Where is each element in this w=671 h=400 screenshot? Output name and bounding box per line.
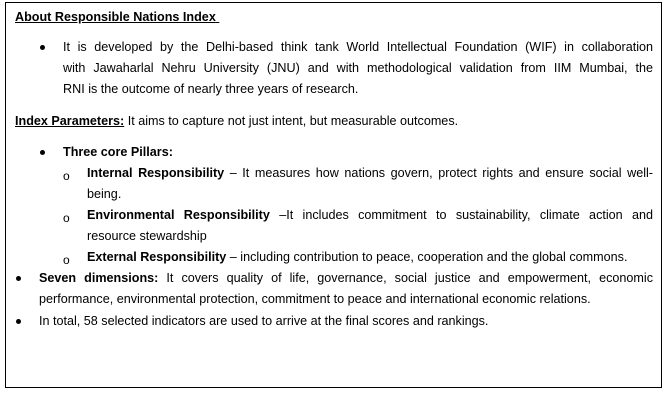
- dimensions-line-2: performance, environmental protection, commitment to peace and international economic relations.: [39, 292, 591, 306]
- section-heading: About Responsible Nations Index: [15, 10, 216, 24]
- dimensions-line-1: Seven dimensions: It covers quality of life, governance, social justice and empowerment, economic: [39, 271, 653, 285]
- bullet-icon: [40, 150, 45, 155]
- pillars-title: Three core Pillars:: [63, 145, 173, 159]
- total-indicators: In total, 58 selected indicators are used to arrive at the final scores and rankings.: [39, 314, 489, 328]
- circle-bullet-icon: o: [63, 253, 70, 267]
- environmental-responsibility-line-2: resource stewardship: [87, 229, 207, 243]
- intro-line-1: It is developed by the Delhi-based think tank World Intellectual Foundation (WIF) in collaboration: [63, 40, 653, 54]
- index-parameters-text: It aims to capture not just intent, but measurable outcomes.: [124, 114, 459, 128]
- bullet-icon: [16, 276, 21, 281]
- dimensions-label: Seven dimensions:: [39, 271, 159, 285]
- circle-bullet-icon: o: [63, 169, 70, 183]
- bullet-icon: [16, 319, 21, 324]
- circle-bullet-icon: o: [63, 211, 70, 225]
- environmental-responsibility-name: Environmental Responsibility: [87, 208, 270, 222]
- internal-responsibility-line-1: Internal Responsibility – It measures how nations govern, protect rights and ensure social well-: [87, 166, 653, 180]
- intro-line-3: RNI is the outcome of nearly three years of research.: [63, 82, 359, 96]
- external-responsibility-name: External Responsibility: [87, 250, 227, 264]
- index-parameters: [15, 111, 458, 132]
- bullet-icon: [40, 45, 45, 50]
- external-responsibility-line: External Responsibility – including contribution to peace, cooperation and the global commons.: [87, 250, 628, 264]
- environmental-responsibility-line-1: Environmental Responsibility –It includes commitment to sustainability, climate action and: [87, 208, 654, 222]
- index-parameters-label: Index Parameters:: [15, 114, 125, 128]
- internal-responsibility-line-2: being.: [87, 187, 122, 201]
- internal-responsibility-name: Internal Responsibility: [87, 166, 225, 180]
- intro-line-2: with Jawaharlal Nehru University (JNU) and with methodological validation from IIM Mumbai, the: [63, 61, 653, 75]
